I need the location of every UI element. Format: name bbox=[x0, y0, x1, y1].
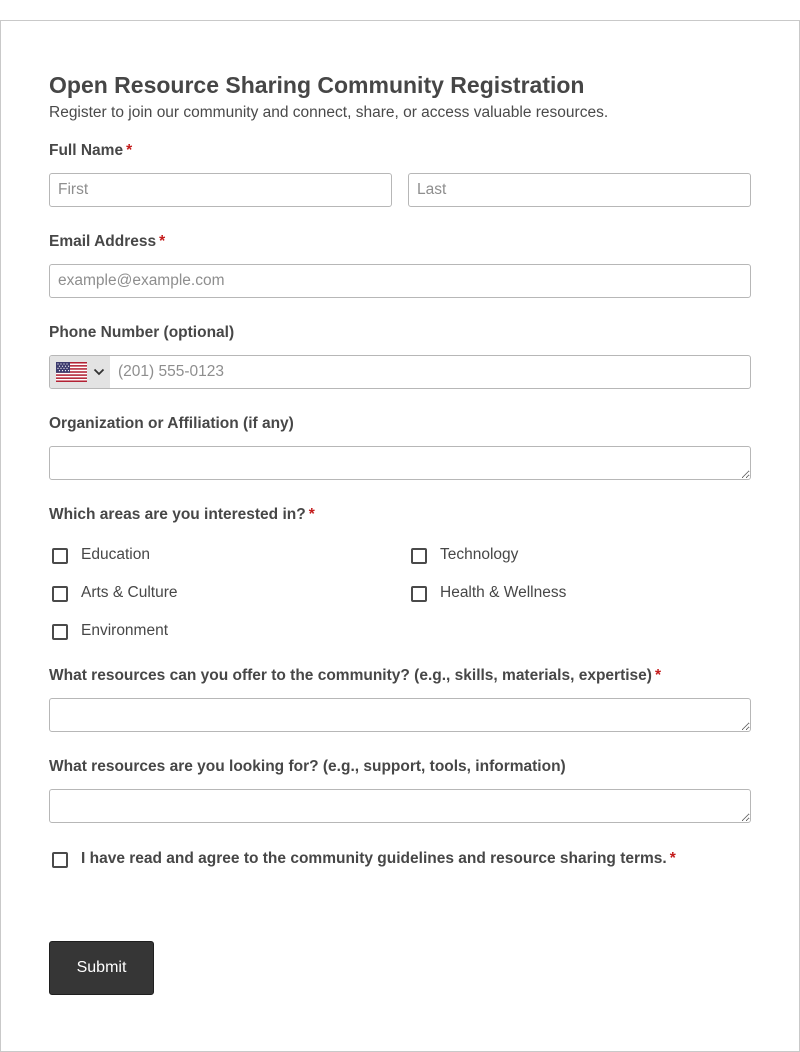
interest-environment-label: Environment bbox=[81, 622, 169, 639]
interest-education-label: Education bbox=[81, 546, 150, 563]
terms-label-text: I have read and agree to the community guidelines and resource sharing terms. bbox=[81, 850, 667, 867]
phone-field bbox=[49, 355, 751, 389]
organization-textarea[interactable] bbox=[49, 446, 751, 480]
required-marker: * bbox=[669, 850, 676, 867]
offer-textarea[interactable] bbox=[49, 698, 751, 732]
interest-education-checkbox[interactable] bbox=[52, 548, 68, 564]
interest-health-wellness-checkbox[interactable] bbox=[411, 586, 427, 602]
first-name-input[interactable] bbox=[49, 173, 392, 207]
terms-label bbox=[81, 850, 676, 868]
organization-label: Organization or Affiliation (if any) bbox=[49, 415, 294, 432]
interests-label bbox=[49, 506, 315, 524]
full-name-label-text: Full Name bbox=[49, 142, 124, 159]
submit-button[interactable]: Submit bbox=[49, 941, 154, 995]
form-subtitle: Register to join our community and connect, share, or access valuable resources. bbox=[49, 104, 609, 121]
required-marker: * bbox=[126, 142, 133, 159]
interest-arts-culture-label: Arts & Culture bbox=[81, 584, 178, 601]
phone-input[interactable] bbox=[110, 356, 750, 388]
chevron-down-icon bbox=[93, 367, 105, 377]
email-input[interactable] bbox=[49, 264, 751, 298]
us-flag-icon bbox=[56, 362, 87, 382]
looking-textarea[interactable] bbox=[49, 789, 751, 823]
terms-checkbox[interactable] bbox=[52, 852, 68, 868]
required-marker: * bbox=[654, 667, 661, 684]
phone-label: Phone Number (optional) bbox=[49, 324, 235, 341]
email-label-text: Email Address bbox=[49, 233, 157, 250]
offer-label-text: What resources can you offer to the community? (e.g., skills, materials, expertise) bbox=[49, 667, 652, 684]
interests-label-text: Which areas are you interested in? bbox=[49, 506, 306, 523]
interest-technology-label: Technology bbox=[440, 546, 519, 563]
required-marker: * bbox=[159, 233, 166, 250]
looking-label: What resources are you looking for? (e.g., support, tools, information) bbox=[49, 758, 566, 775]
full-name-label bbox=[49, 142, 132, 160]
last-name-input[interactable] bbox=[408, 173, 751, 207]
required-marker: * bbox=[308, 506, 315, 523]
interest-arts-culture-checkbox[interactable] bbox=[52, 586, 68, 602]
interest-health-wellness-label: Health & Wellness bbox=[440, 584, 567, 601]
interest-technology-checkbox[interactable] bbox=[411, 548, 427, 564]
country-selector[interactable] bbox=[50, 356, 110, 388]
form-title: Open Resource Sharing Community Registration bbox=[49, 72, 585, 98]
email-label bbox=[49, 233, 165, 251]
offer-label bbox=[49, 667, 661, 685]
interest-environment-checkbox[interactable] bbox=[52, 624, 68, 640]
